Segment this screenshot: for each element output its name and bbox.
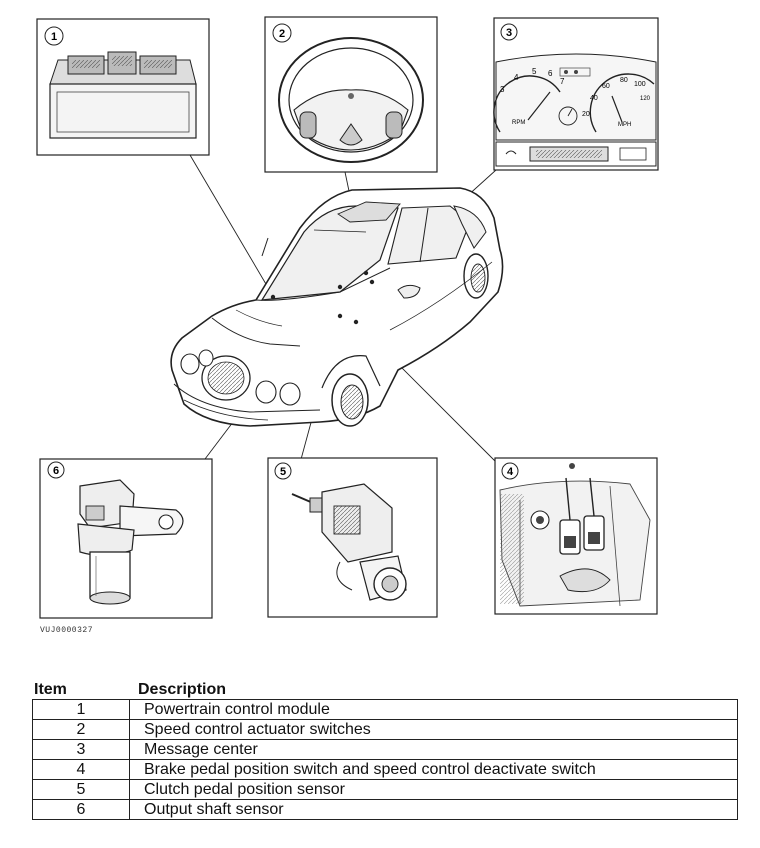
callout-6: 6 — [52, 465, 60, 477]
speed-tick-20: 20 — [582, 111, 590, 118]
speed-tick-100: 100 — [634, 81, 646, 88]
legend-item-description: Clutch pedal position sensor — [130, 780, 738, 800]
legend-item-number: 1 — [33, 700, 130, 720]
tach-unit: RPM — [512, 120, 526, 126]
legend-item-number: 6 — [33, 800, 130, 820]
panel-speed-control-actuator-switches — [265, 17, 437, 172]
speed-unit: MPH — [618, 122, 632, 128]
legend-item-number: 5 — [33, 780, 130, 800]
table-row — [33, 700, 738, 720]
legend-item-number: 2 — [33, 720, 130, 740]
figure-code: VUJ0000327 — [40, 626, 94, 635]
tach-tick-4: 4 — [514, 73, 519, 82]
legend-table — [32, 699, 738, 820]
legend-item-description: Message center — [130, 740, 738, 760]
speed-tick-80: 80 — [620, 77, 628, 84]
callout-1: 1 — [50, 31, 58, 43]
panel-brake-pedal-position-switch — [495, 458, 657, 614]
panel-clutch-pedal-position-sensor — [268, 458, 437, 617]
callout-2: 2 — [278, 28, 286, 40]
callout-4: 4 — [506, 466, 514, 478]
legend-item-number: 4 — [33, 760, 130, 780]
legend-item-description: Powertrain control module — [130, 700, 738, 720]
legend-header-description: Description — [138, 681, 227, 698]
legend-table-block — [32, 679, 738, 820]
table-row — [33, 740, 738, 760]
tach-tick-3: 3 — [500, 85, 505, 94]
leader-line-1 — [190, 155, 273, 296]
table-row — [33, 800, 738, 820]
panel-message-center — [494, 18, 658, 170]
tach-tick-5: 5 — [532, 67, 537, 76]
tach-tick-7: 7 — [560, 77, 565, 86]
table-row — [33, 780, 738, 800]
speed-tick-60: 60 — [602, 83, 610, 90]
legend-item-description: Speed control actuator switches — [130, 720, 738, 740]
callout-5: 5 — [279, 466, 287, 478]
legend-item-description: Brake pedal position switch and speed control deactivate switch — [130, 760, 738, 780]
legend-item-description: Output shaft sensor — [130, 800, 738, 820]
panel-output-shaft-sensor — [40, 459, 212, 618]
speed-tick-40: 40 — [590, 95, 598, 102]
table-row — [33, 720, 738, 740]
callout-3: 3 — [505, 27, 513, 39]
vehicle-illustration — [171, 188, 502, 426]
panel-powertrain-control-module — [37, 19, 209, 155]
legend-item-number: 3 — [33, 740, 130, 760]
legend-header-item: Item — [34, 681, 67, 698]
speed-tick-120: 120 — [640, 96, 651, 102]
tach-tick-6: 6 — [548, 69, 553, 78]
legend-header — [32, 679, 738, 699]
table-row — [33, 760, 738, 780]
